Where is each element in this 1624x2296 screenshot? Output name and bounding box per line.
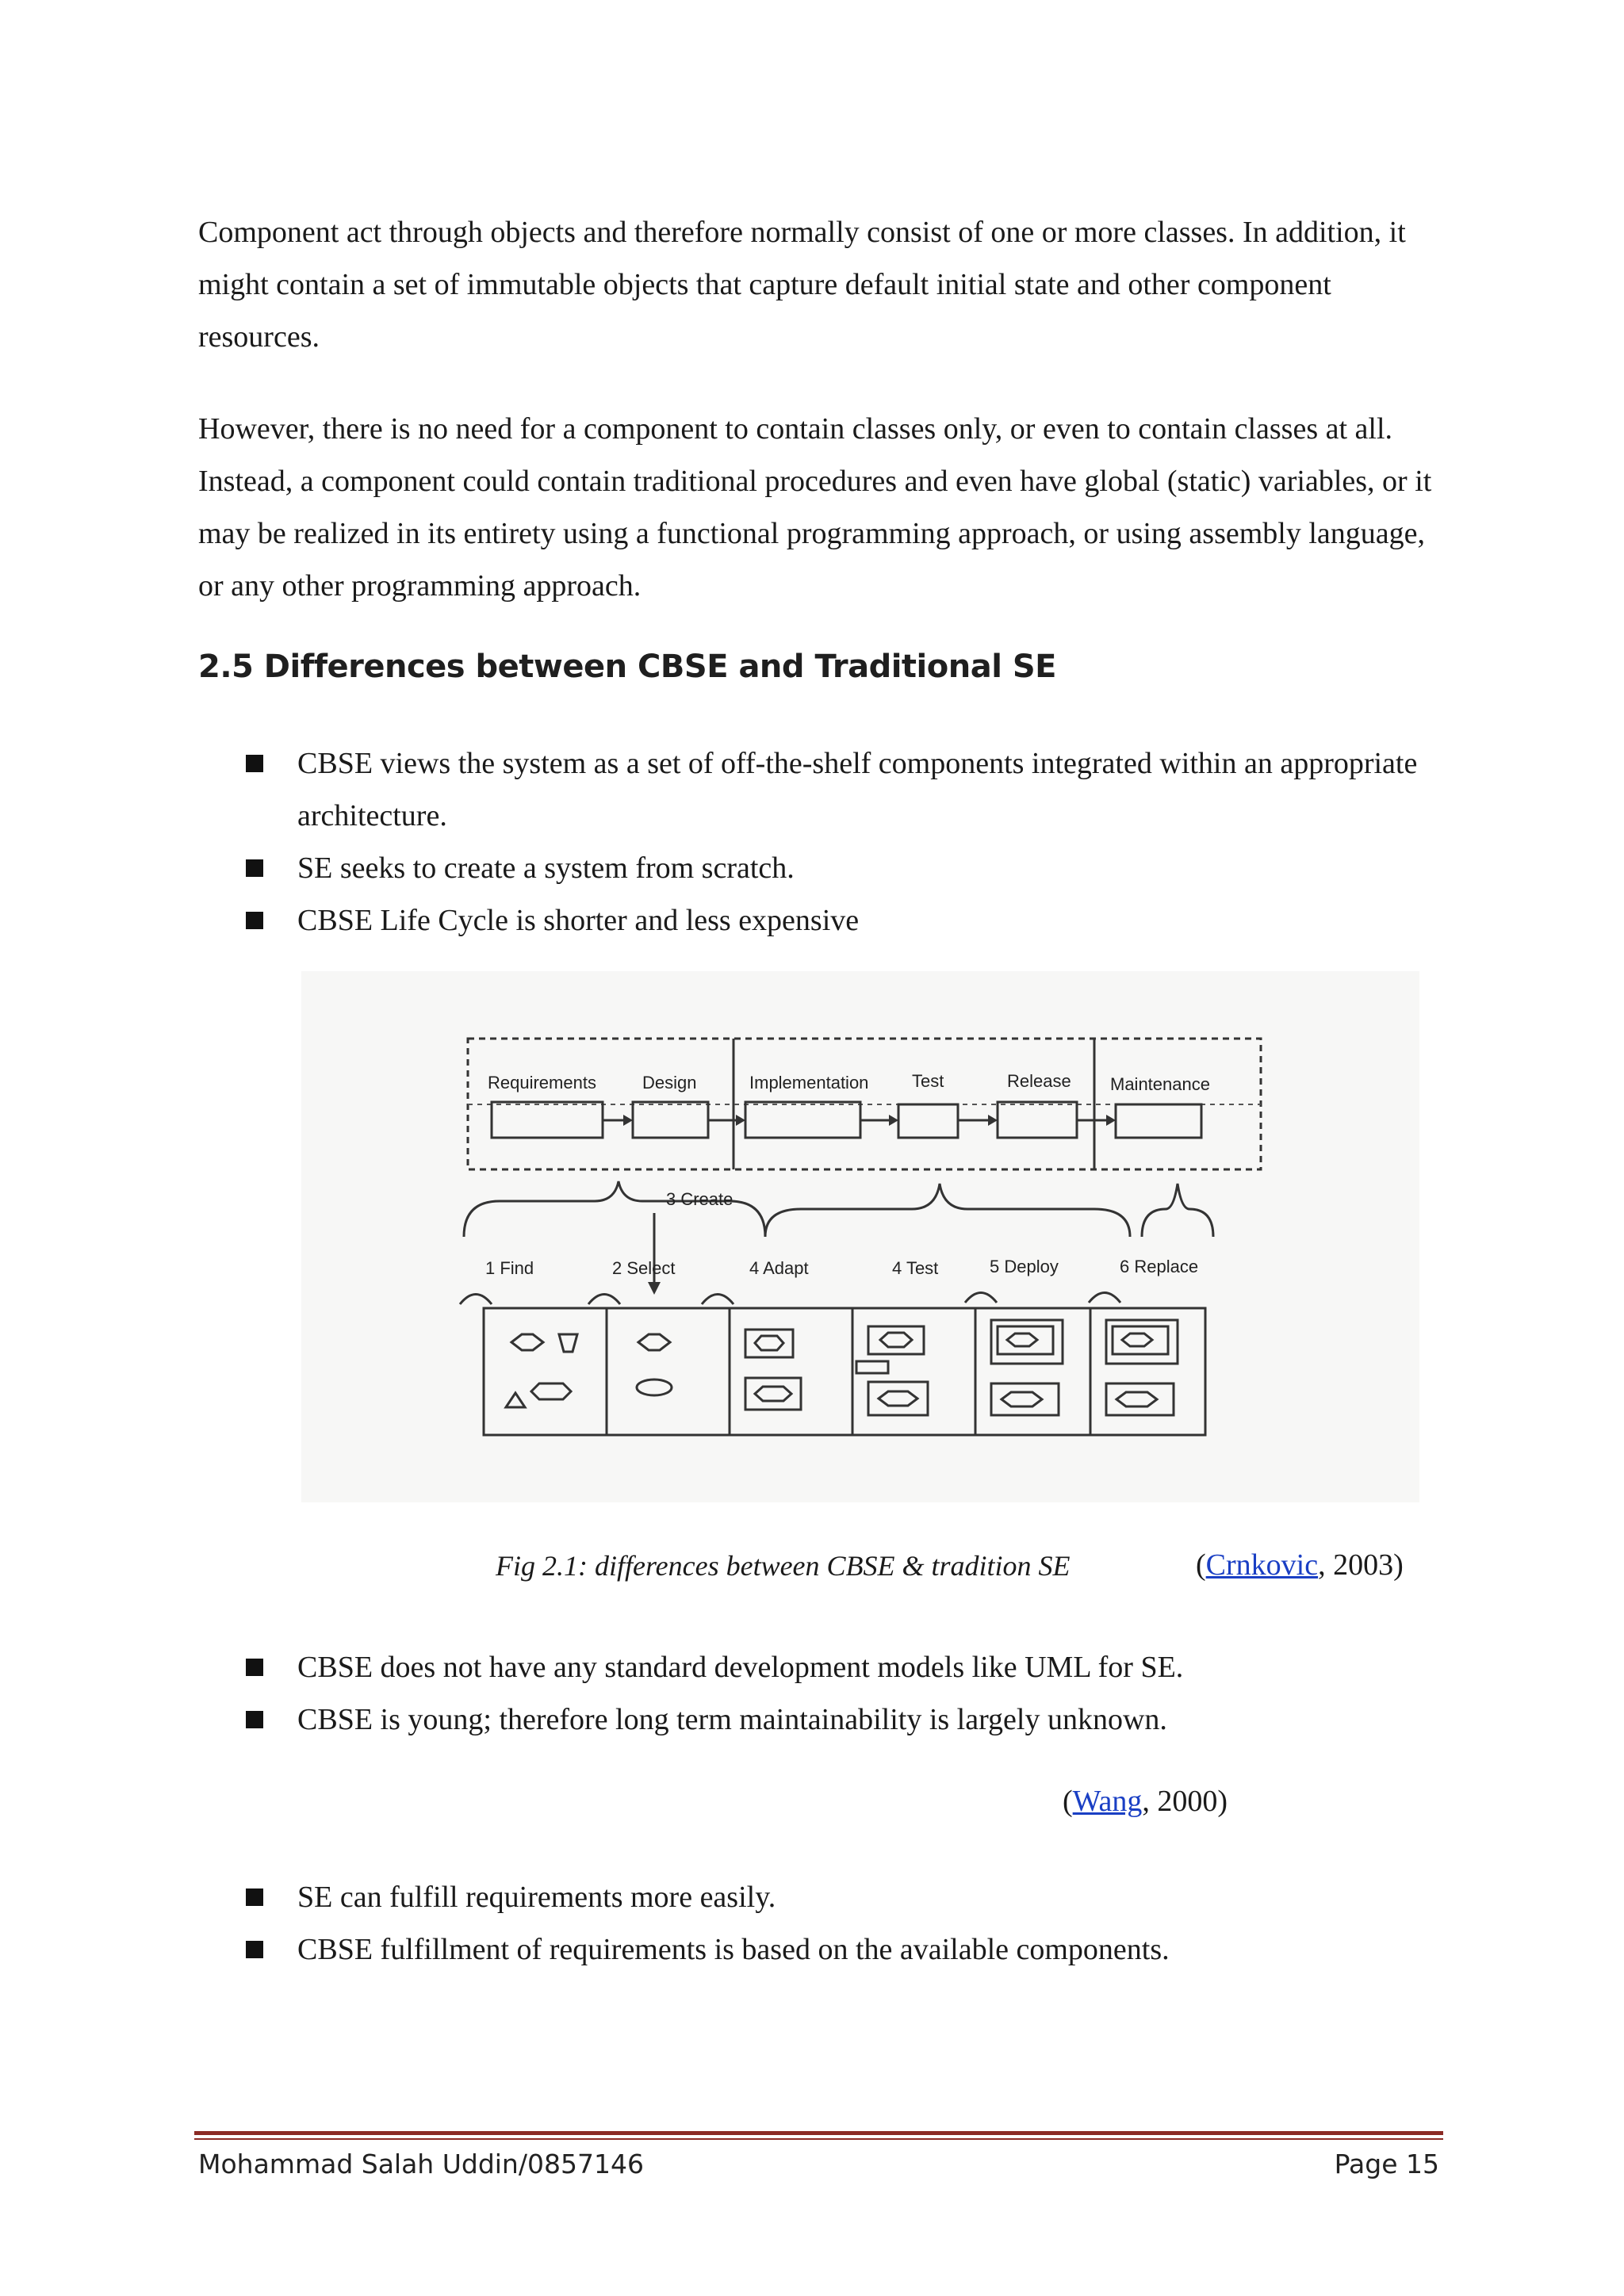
list-item: CBSE Life Cycle is shorter and less expensive (246, 894, 1435, 947)
square-bullet-icon (246, 912, 263, 929)
component-shape (1007, 1334, 1037, 1346)
cycle-arc (588, 1295, 620, 1305)
bullet-list-2 (246, 1641, 1435, 1746)
label-find: 1 Find (485, 1258, 534, 1278)
cycle-arc (460, 1295, 492, 1305)
footer-rule-thin (194, 2138, 1443, 2140)
component-shape (880, 1333, 912, 1347)
square-bullet-icon (246, 859, 263, 877)
component-box (856, 1361, 888, 1373)
arrow-head-icon (648, 1282, 661, 1295)
cycle-arc (965, 1293, 997, 1303)
component-shape (511, 1334, 543, 1350)
component-shape (755, 1336, 783, 1350)
bullet-list-3 (246, 1871, 1435, 1976)
citation-crnkovic: (Crnkovic, 2003) (1196, 1548, 1404, 1582)
brace (1142, 1184, 1213, 1237)
label-requirements: Requirements (488, 1073, 596, 1093)
section-heading: 2.5 Differences between CBSE and Traditional SE (198, 649, 1056, 685)
list-item: SE seeks to create a system from scratch. (246, 842, 1435, 894)
arrow-head-icon (1106, 1115, 1116, 1126)
component-box (868, 1326, 924, 1354)
list-item: CBSE fulfillment of requirements is based on the available components. (246, 1923, 1435, 1976)
footer-page-number: Page 15 (1334, 2149, 1439, 2179)
label-test: Test (912, 1071, 944, 1091)
list-item: CBSE does not have any standard development models like UML for SE. (246, 1641, 1435, 1693)
component-shape (1116, 1392, 1157, 1406)
square-bullet-icon (246, 1888, 263, 1906)
list-item: SE can fulfill requirements more easily. (246, 1871, 1435, 1923)
component-shape (531, 1383, 571, 1399)
paragraph-no-classes-needed: However, there is no need for a component to contain classes only, or even to contain classes at all. Instead, a component could contain traditional procedures and even have global (static) variables, or it may be realized in its entirety using a functional programming approach, or using assembly language, or any other programming approach. (198, 412, 1432, 603)
component-box (745, 1330, 793, 1357)
phase-box (745, 1102, 860, 1138)
square-bullet-icon (246, 755, 263, 772)
cycle-arc (1089, 1293, 1120, 1303)
paragraph-components-objects: Component act through objects and therefore normally consist of one or more classes. In addition, it might contain a set of immutable objects that capture default initial state and other component resources. (198, 216, 1406, 354)
square-bullet-icon (246, 1711, 263, 1728)
component-shape (637, 1380, 672, 1395)
phase-box (1116, 1104, 1201, 1138)
square-bullet-icon (246, 1941, 263, 1958)
list-item: CBSE is young; therefore long term maintainability is largely unknown. (246, 1693, 1435, 1746)
figure-lifecycle-diagram (301, 971, 1419, 1502)
list-item: CBSE views the system as a set of off-the-shelf components integrated within an appropriate architecture. (246, 737, 1435, 842)
phase-box (998, 1102, 1077, 1138)
label-design: Design (642, 1073, 697, 1093)
label-maintenance: Maintenance (1110, 1074, 1210, 1094)
phase-box (492, 1102, 603, 1138)
phase-box (633, 1102, 708, 1138)
footer-rule (194, 2131, 1443, 2135)
arrow-head-icon (988, 1115, 998, 1126)
cycle-arc (702, 1295, 733, 1305)
footer-author: Mohammad Salah Uddin/0857146 (198, 2149, 644, 2179)
citation-link-crnkovic[interactable]: Crnkovic (1205, 1548, 1319, 1582)
label-test-cbse: 4 Test (892, 1258, 939, 1278)
component-shape (1002, 1392, 1042, 1406)
component-shape (506, 1393, 525, 1407)
component-shape (1122, 1334, 1152, 1346)
citation-link-wang[interactable]: Wang (1072, 1785, 1143, 1818)
label-deploy: 5 Deploy (990, 1257, 1059, 1276)
label-replace: 6 Replace (1120, 1257, 1199, 1276)
arrow-head-icon (623, 1115, 633, 1126)
component-shape (559, 1334, 577, 1352)
figure-caption: Fig 2.1: differences between CBSE & tradition SE (496, 1550, 1071, 1582)
label-adapt: 4 Adapt (749, 1258, 809, 1278)
component-shape (755, 1387, 791, 1401)
label-create: 3 Create (666, 1189, 733, 1209)
label-select: 2 Select (612, 1258, 676, 1278)
label-implementation: Implementation (749, 1073, 869, 1093)
citation-wang: (Wang, 2000) (1063, 1785, 1228, 1818)
brace (765, 1184, 1130, 1237)
label-release: Release (1007, 1071, 1071, 1091)
component-shape (879, 1391, 917, 1406)
arrow-head-icon (889, 1115, 898, 1126)
component-shape (638, 1334, 670, 1350)
lifecycle-diagram (301, 971, 1419, 1502)
cbse-lifecycle-frame (484, 1308, 1205, 1435)
bullet-list-1 (246, 737, 1435, 947)
arrow-head-icon (736, 1115, 745, 1126)
square-bullet-icon (246, 1659, 263, 1676)
phase-box (898, 1104, 958, 1138)
